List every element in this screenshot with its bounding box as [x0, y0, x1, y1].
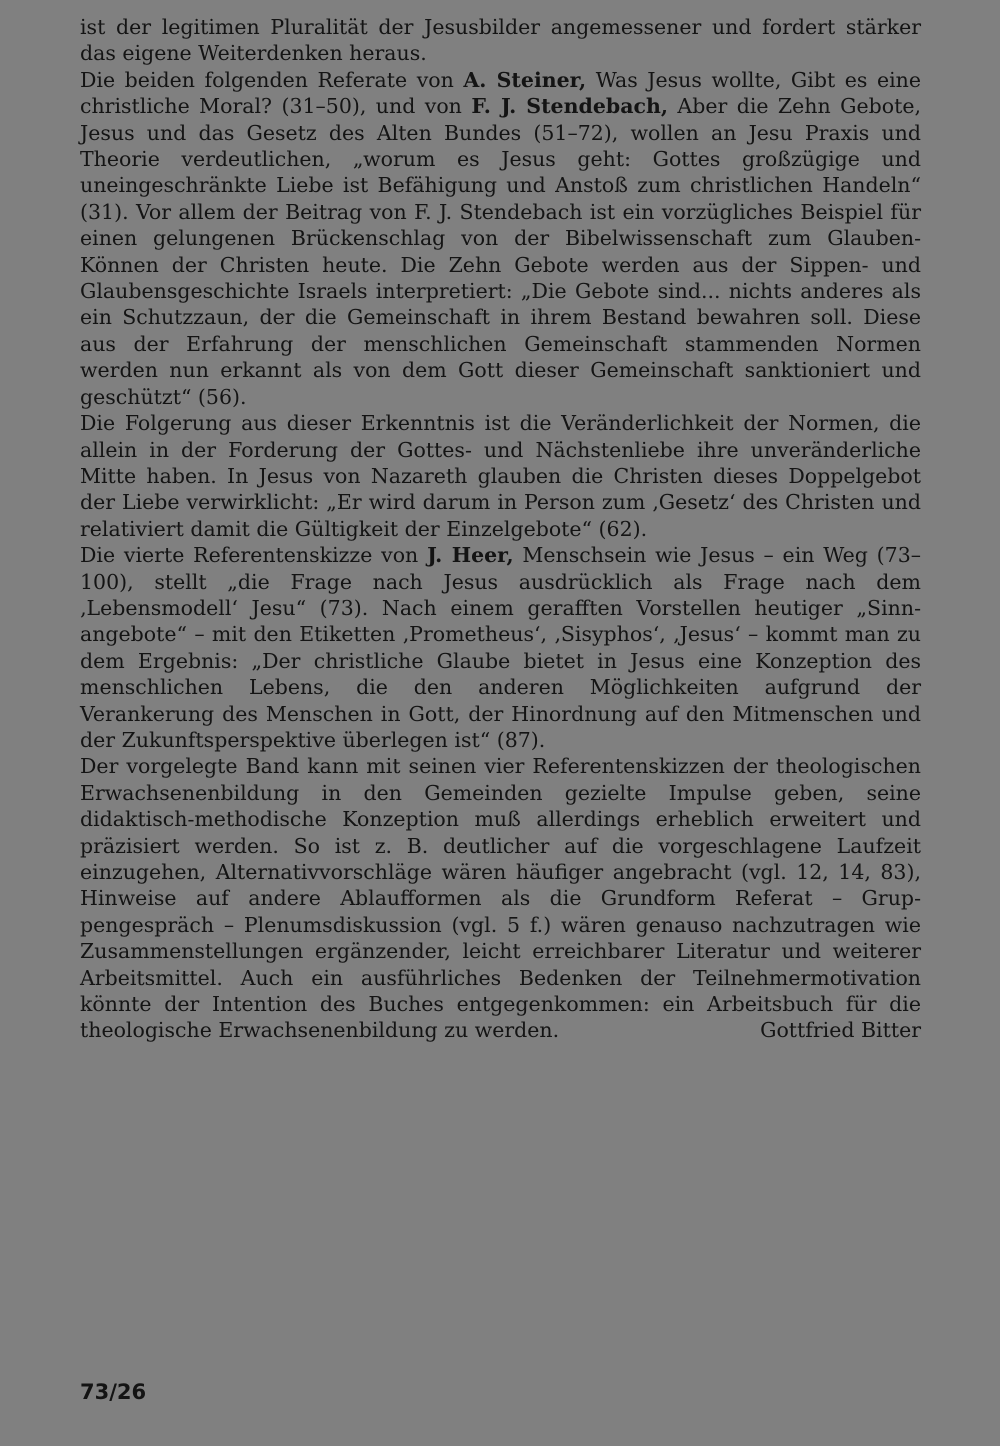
author-heer: J. Heer,	[427, 543, 514, 568]
paragraph-2	[80, 67, 921, 410]
paragraph-1: ist der legitimen Pluralität der Jesusbilder angemessener und fordert stärker das eigene Weiterdenken heraus.	[80, 15, 921, 66]
paragraph-5	[80, 753, 921, 1043]
paragraph-4	[80, 542, 921, 753]
reviewer-signature: Gottfried Bitter	[760, 1018, 921, 1043]
paragraph-5-body: Der vorgelegte Band kann mit seinen vier Referentenskizzen der theologischen Erwachsenenbildung in den Gemeinden gezielte Impulse geben, seine didaktisch-methodische Konzeption muß allerdings erheblich erweitert und präzisiert werden. So ist z. B. deutlicher auf die vorgeschlagene Laufzeit einzugehen, Alternativvorschläge wären häufiger angebracht (vgl. 12, 14, 83), Hinweise auf andere Ablaufformen als die Grundform Referat – Gruppengespräch – Plenumsdiskussion (vgl. 5 f.) wären genauso nachzutragen wie Zusammenstellungen ergänzender, leicht erreichbarer Literatur und weiterer Arbeitsmittel. Auch ein ausführliches Bedenken der Teilnehmermotivation könnte der Intention des Buches entgegenkommen: ein Arbeitsbuch für die theologische Erwachsenenbildung zu werden.	[80, 754, 921, 1043]
paragraph-2-body: Aber die Zehn Gebote, Jesus und das Gesetz des Alten Bundes (51–72), wollen an Jesu Praxis und Theorie verdeutlichen, „worum es Jesus geht: Gottes großzügige und uneingeschränkte Liebe ist Befähigung und Anstoß zum christlichen Handeln“ (31). Vor allem der Beitrag von F. J. Stendebach ist ein vorzügliches Beispiel für einen gelungenen Brückenschlag von der Bibelwissenschaft zum Glauben-Können der Christen heute. Die Zehn Gebote werden aus der Sippen- und Glaubensgeschichte Israels interpretiert: „Die Gebote sind... nichts anderes als ein Schutzzaun, der die Gemeinschaft in ihrem Bestand bewahren soll. Diese aus der Erfahrung der menschlichen Gemeinschaft stammenden Normen werden nun erkannt als von dem Gott dieser Gemeinschaft sanktioniert und geschützt“ (56).	[80, 94, 921, 409]
paragraph-2-intro: Die beiden folgenden Referate von	[80, 67, 464, 92]
paragraph-4-intro: Die vierte Referentenskizze von	[80, 543, 428, 568]
author-steiner: A. Steiner,	[463, 67, 587, 92]
paragraph-3: Die Folgerung aus dieser Erkenntnis ist die Veränderlichkeit der Normen, die allein in der Forderung der Gottes- und Nächstenliebe ihre unveränderliche Mitte haben. In Jesus von Nazareth glauben die Christen dieses Doppelgebot der Liebe verwirklicht: „Er wird darum in Person zum ‚Gesetz‘ des Christen und relativiert damit die Gültigkeit der Einzelgebote“ (62).	[80, 411, 921, 541]
author-stendebach: F. J. Stendebach,	[471, 94, 668, 119]
page-folio: 73/26	[80, 1380, 147, 1404]
review-text	[80, 14, 921, 1044]
paragraph-2-middle: Was Jesus wollte, Gibt es eine christliche Moral? (31–50), und von	[80, 67, 921, 119]
paragraph-4-body: Menschsein wie Jesus – ein Weg (73–100), stellt „die Frage nach Jesus ausdrücklich als Frage nach dem ‚Lebensmodell‘ Jesu“ (73). Nach einem gerafften Vorstellen heutiger „Sinnangebote“ – mit den Etiketten ‚Prometheus‘, ‚Sisyphos‘, ‚Jesus‘ – kommt man zu dem Ergebnis: „Der christliche Glaube bietet in Jesus eine Konzeption des menschlichen Lebens, die den anderen Möglichkeiten aufgrund der Verankerung des Menschen in Gott, der Hinordnung auf den Mitmenschen und der Zukunftsperspektive überlegen ist“ (87).	[80, 543, 922, 752]
